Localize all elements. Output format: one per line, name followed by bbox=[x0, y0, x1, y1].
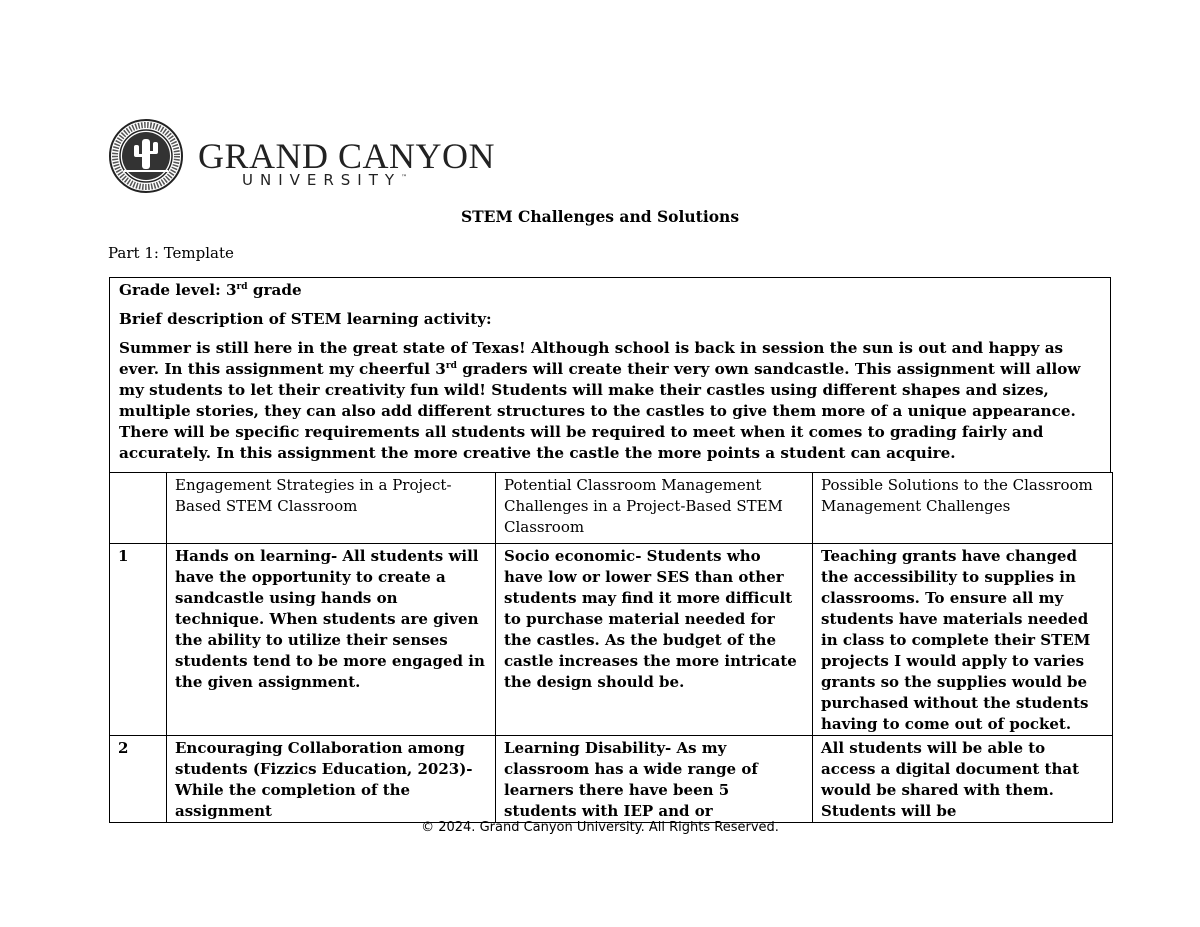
grade-level: Grade level: 3rd grade bbox=[119, 281, 302, 299]
copyright-footer: © 2024. Grand Canyon University. All Rights Reserved. bbox=[421, 820, 779, 835]
engagement-strategy-cell: Encouraging Collaboration among students (Fizzics Education, 2023)- While the completion of the assignment bbox=[167, 736, 496, 823]
activity-description: Summer is still here in the great state of Texas! Although school is back in session the sun is out and happy as ever. In this assignment my cheerful 3rd graders will create their very own sandcastle. This assignment will allow my students to let their creativity fun wild! Students will make their castles using different shapes and sizes, multiple stories, they can also add different structures to the castles to give them more of a unique appearance. There will be specific requirements all students will be required to meet when it comes to grading fairly and accurately. In this assignment the more creative the castle the more points a student can acquire. bbox=[119, 339, 1081, 462]
logo-subline: UNIVERSITY™ bbox=[242, 171, 408, 189]
description-label: Brief description of STEM learning activity: bbox=[119, 310, 492, 328]
challenge-cell: Socio economic- Students who have low or lower SES than other students may find it more difficult to purchase material needed for the castles. As the budget of the castle increases the more intricate the design should be. bbox=[496, 544, 813, 736]
row-number: 1 bbox=[110, 544, 167, 736]
table-row bbox=[110, 736, 1113, 823]
header-cell-engagement: Engagement Strategies in a Project-Based STEM Classroom bbox=[167, 473, 496, 544]
table-header-row bbox=[110, 473, 1113, 544]
table-row bbox=[110, 544, 1113, 736]
header-cell-index bbox=[110, 473, 167, 544]
row-number: 2 bbox=[110, 736, 167, 823]
engagement-strategy-cell: Hands on learning- All students will have the opportunity to create a sandcastle using hands on technique. When students are given the ability to utilize their senses students tend to be more engaged in the given assignment. bbox=[167, 544, 496, 736]
solution-cell: All students will be able to access a digital document that would be shared with them. Students will be bbox=[813, 736, 1113, 823]
university-seal-icon bbox=[108, 119, 188, 194]
solution-cell: Teaching grants have changed the accessibility to supplies in classrooms. To ensure all my students have materials needed in class to complete their STEM projects I would apply to varies grants so the supplies would be purchased without the students having to come out of pocket. bbox=[813, 544, 1113, 736]
challenge-cell: Learning Disability- As my classroom has a wide range of learners there have been 5 students with IEP and or bbox=[496, 736, 813, 823]
logo-wordmark: GRAND CANYON bbox=[198, 136, 496, 176]
header-cell-challenges: Potential Classroom Management Challenges in a Project-Based STEM Classroom bbox=[496, 473, 813, 544]
university-logo bbox=[108, 119, 496, 194]
part-label: Part 1: Template bbox=[108, 244, 234, 262]
header-cell-solutions: Possible Solutions to the Classroom Management Challenges bbox=[813, 473, 1113, 544]
stem-challenges-table bbox=[109, 472, 1113, 823]
document-title: STEM Challenges and Solutions bbox=[460, 207, 740, 226]
activity-intro-box bbox=[109, 277, 1111, 473]
